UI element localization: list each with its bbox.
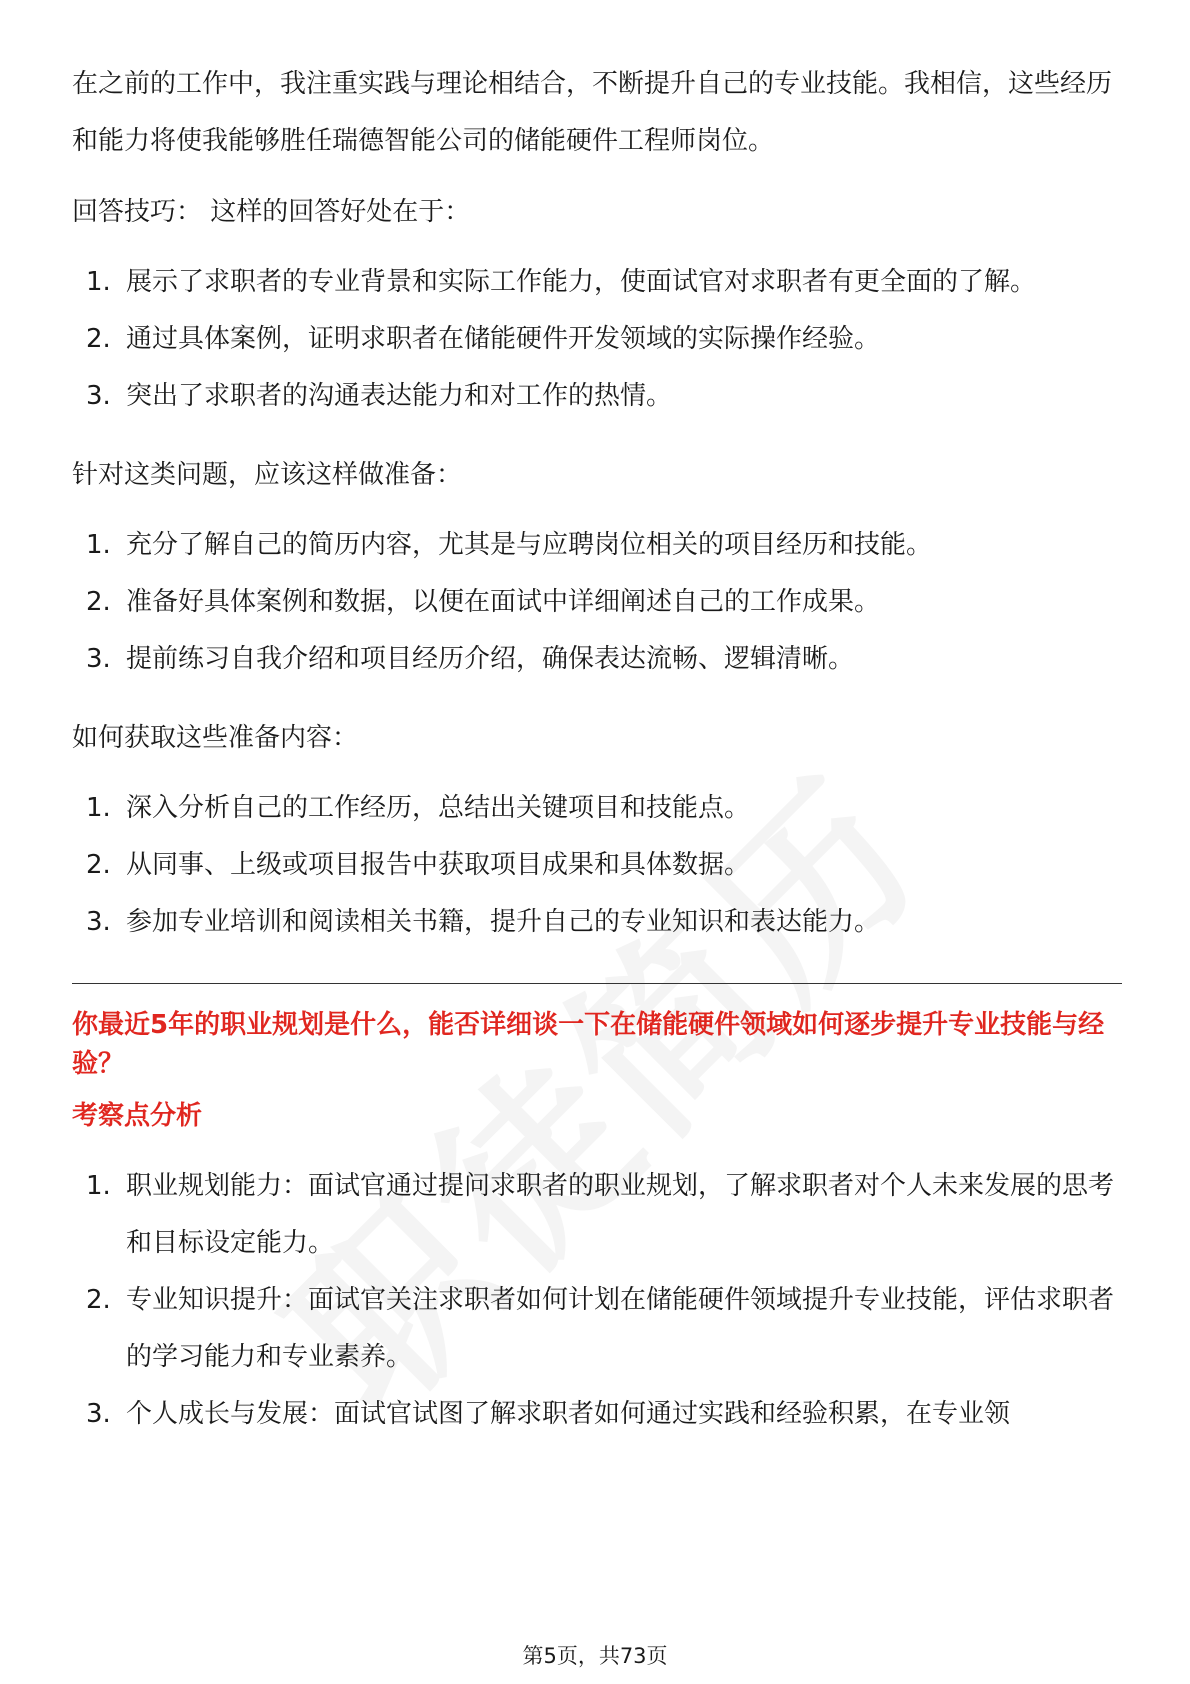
- tips-list: [72, 254, 1122, 425]
- list-item: 1. 充分了解自己的简历内容，尤其是与应聘岗位相关的项目经历和技能。: [86, 530, 933, 560]
- obtain-list: [72, 780, 1122, 951]
- list-item: 1. 深入分析自己的工作经历，总结出关键项目和技能点。: [86, 793, 751, 823]
- tips-label: 回答技巧： 这样的回答好处在于：: [72, 197, 471, 227]
- obtain-label: 如何获取这些准备内容：: [72, 723, 359, 753]
- page-number: 第5页，共73页: [522, 1644, 668, 1668]
- list-item: 2. 准备好具体案例和数据，以便在面试中详细阐述自己的工作成果。: [86, 587, 881, 617]
- list-item: 1. 展示了求职者的专业背景和实际工作能力，使面试官对求职者有更全面的了解。: [86, 267, 1037, 297]
- prep-list: [72, 517, 1122, 688]
- page-content: [72, 56, 1122, 1443]
- list-item: 3. 突出了求职者的沟通表达能力和对工作的热情。: [86, 381, 673, 411]
- question-subheading: 考察点分析: [72, 1101, 203, 1131]
- list-item: 2. 从同事、上级或项目报告中获取项目成果和具体数据。: [86, 850, 751, 880]
- list-item: 2. 专业知识提升：面试官关注求职者如何计划在储能硬件领域提升专业技能，评估求职者的学习能力和专业素养。: [86, 1285, 1115, 1372]
- list-item: 3. 参加专业培训和阅读相关书籍，提升自己的专业知识和表达能力。: [86, 907, 881, 937]
- list-item: 2. 通过具体案例，证明求职者在储能硬件开发领域的实际操作经验。: [86, 324, 881, 354]
- analysis-list: [72, 1158, 1122, 1443]
- list-item: 1. 职业规划能力：面试官通过提问求职者的职业规划，了解求职者对个人未来发展的思考和目标设定能力。: [86, 1171, 1115, 1258]
- list-item: 3. 个人成长与发展：面试官试图了解求职者如何通过实践和经验积累，在专业领: [86, 1399, 1011, 1429]
- list-item: 3. 提前练习自我介绍和项目经历介绍，确保表达流畅、逻辑清晰。: [86, 644, 855, 674]
- intro-paragraph: 在之前的工作中，我注重实践与理论相结合，不断提升自己的专业技能。我相信，这些经历和能力将使我能够胜任瑞德智能公司的储能硬件工程师岗位。: [72, 69, 1113, 156]
- section-divider: [72, 983, 1122, 984]
- question-title: 你最近5年的职业规划是什么，能否详细谈一下在储能硬件领域如何逐步提升专业技能与经验？: [72, 1010, 1105, 1079]
- prep-label: 针对这类问题，应该这样做准备：: [72, 460, 463, 490]
